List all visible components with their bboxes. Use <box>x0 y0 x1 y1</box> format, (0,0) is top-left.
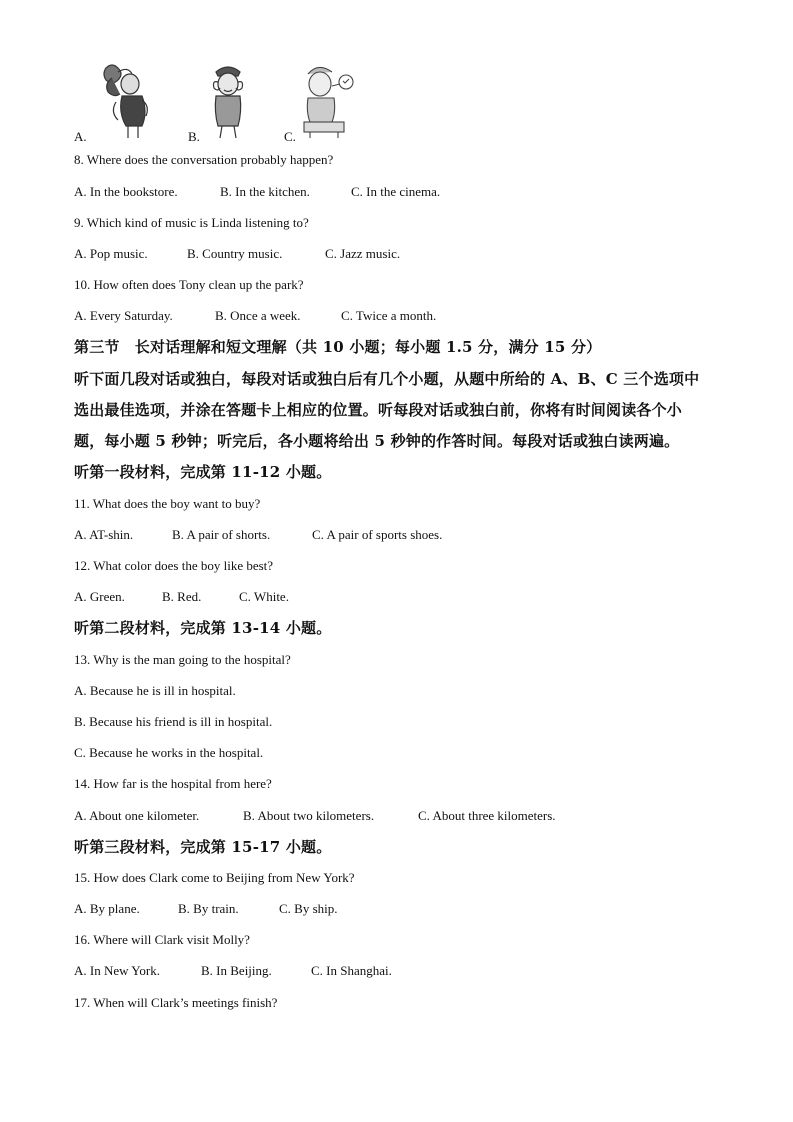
question-9-options <box>74 246 400 262</box>
question-11-options <box>74 527 442 543</box>
option-a: A. By plane. <box>74 901 140 916</box>
option-c: C. A pair of sports shoes. <box>312 527 443 542</box>
option-b: B. Red. <box>162 589 202 604</box>
option-b: B. In the kitchen. <box>220 184 310 199</box>
question-16-options <box>74 963 392 979</box>
option-a: A. In the bookstore. <box>74 184 178 199</box>
option-b: B. By train. <box>178 901 239 916</box>
picture-c-person-with-thermometer <box>300 64 360 140</box>
option-c: C. By ship. <box>279 901 338 916</box>
option-a: A. In New York. <box>74 963 160 978</box>
question-11: 11. What does the boy want to buy? <box>74 496 261 511</box>
question-14-options <box>74 808 556 824</box>
section-3-instructions-line-3: 题，每小题 5 秒钟；听完后，各小题将给出 5 秒钟的作答时间。每段对话或独白读两遍。 <box>74 432 680 450</box>
section-3-instructions-line-2: 选出最佳选项，并涂在答题卡上相应的位置。听每段对话或独白前，你将有时间阅读各个小 <box>74 401 683 419</box>
question-13-option-b: B. Because his friend is ill in hospital. <box>74 714 273 729</box>
question-17: 17. When will Clark’s meetings finish? <box>74 995 278 1010</box>
option-a: A. Every Saturday. <box>74 308 173 323</box>
option-a: A. Pop music. <box>74 246 148 261</box>
option-b: B. Country music. <box>187 246 283 261</box>
question-9: 9. Which kind of music is Linda listening to? <box>74 215 309 230</box>
option-c: C. About three kilometers. <box>418 808 556 823</box>
question-12: 12. What color does the boy like best? <box>74 558 274 573</box>
image-b-label: B. <box>188 129 200 144</box>
question-13-option-c: C. Because he works in the hospital. <box>74 745 264 760</box>
question-13: 13. Why is the man going to the hospital? <box>74 652 291 667</box>
question-14: 14. How far is the hospital from here? <box>74 776 272 791</box>
question-15-options <box>74 901 338 917</box>
section-3-instructions-line-1: 听下面几段对话或独白，每段对话或独白后有几个小题，从题中所给的 A、B、C 三个选项中 <box>74 370 700 388</box>
option-b: B. In Beijing. <box>201 963 272 978</box>
question-16: 16. Where will Clark visit Molly? <box>74 932 250 947</box>
question-8: 8. Where does the conversation probably happen? <box>74 152 334 167</box>
passage-3-heading: 听第三段材料，完成第 15-17 小题。 <box>74 838 332 856</box>
option-c: C. Twice a month. <box>341 308 437 323</box>
option-c: C. Jazz music. <box>325 246 401 261</box>
passage-2-heading: 听第二段材料，完成第 13-14 小题。 <box>74 619 332 637</box>
picture-b-person-holding-head <box>204 64 252 140</box>
option-a: A. About one kilometer. <box>74 808 200 823</box>
section-3-heading: 第三节 长对话理解和短文理解（共 10 小题；每小题 1.5 分，满分 15 分） <box>74 338 602 356</box>
option-c: C. In the cinema. <box>351 184 441 199</box>
option-c: C. In Shanghai. <box>311 963 392 978</box>
passage-1-heading: 听第一段材料，完成第 11-12 小题。 <box>74 463 332 481</box>
question-12-options <box>74 589 289 605</box>
picture-a-sick-person <box>92 62 158 140</box>
image-c-label: C. <box>284 129 296 144</box>
question-10-options <box>74 308 436 324</box>
option-c: C. White. <box>239 589 289 604</box>
image-a-label: A. <box>74 129 87 144</box>
question-10: 10. How often does Tony clean up the park? <box>74 277 304 292</box>
option-a: A. Green. <box>74 589 125 604</box>
option-a: A. AT-shin. <box>74 527 134 542</box>
option-b: B. Once a week. <box>215 308 301 323</box>
question-13-option-a: A. Because he is ill in hospital. <box>74 683 236 698</box>
question-15: 15. How does Clark come to Beijing from New York? <box>74 870 355 885</box>
option-b: B. About two kilometers. <box>243 808 375 823</box>
question-8-options <box>74 184 440 200</box>
option-b: B. A pair of shorts. <box>172 527 271 542</box>
